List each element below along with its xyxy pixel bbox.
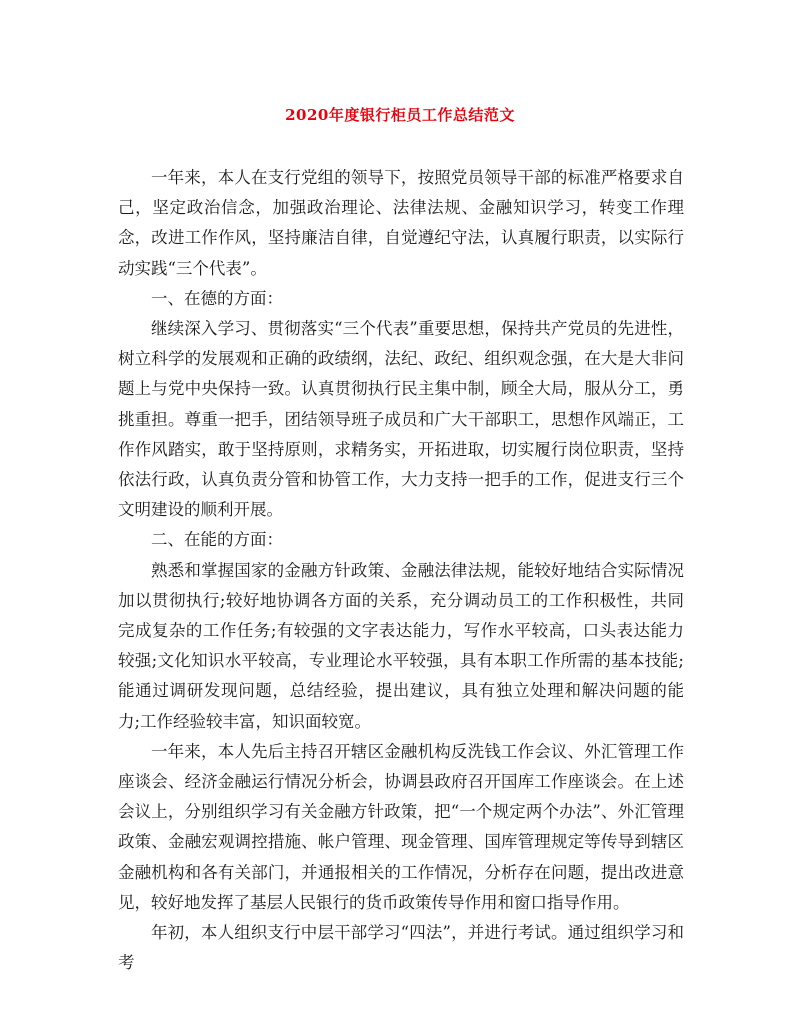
section-heading-ability: 二、在能的方面： [151,530,283,550]
paragraph-training: 年初，本人组织支行中层干部学习“四法”，并进行考试。通过组织学习和考 [118,923,684,973]
section-heading-virtue: 一、在德的方面： [151,288,283,308]
document-title: 2020年度银行柜员工作总结范文 [285,106,515,124]
paragraph-intro: 一年来，本人在支行党组的领导下，按照党员领导干部的标准严格要求自己，坚定政治信念，加强政治理论、法律法规、金融知识学习，转变工作理念，改进工作作风，坚持廉洁自律，自觉遵纪守法，认真履行职责，以实际行动实践“三个代表”。 [118,168,684,278]
document-body [118,163,684,978]
paragraph-virtue: 继续深入学习、贯彻落实“三个代表”重要思想，保持共产党员的先进性，树立科学的发展观和正确的政绩纲，法纪、政纪、组织观念强，在大是大非问题上与党中央保持一致。认真贯彻执行民主集中制，顾全大局，服从分工，勇挑重担。尊重一把手，团结领导班子成员和广大干部职工，思想作风端正，工作作风踏实，敢于坚持原则，求精务实，开拓进取，切实履行岗位职责，坚持依法行政，认真负责分管和协管工作，大力支持一把手的工作，促进支行三个文明建设的顺利开展。 [118,319,684,520]
paragraph-meetings: 一年来，本人先后主持召开辖区金融机构反洗钱工作会议、外汇管理工作座谈会、经济金融运行情况分析会，协调县政府召开国库工作座谈会。在上述会议上，分别组织学习有关金融方针政策，把“一个规定两个办法”、外汇管理政策、金融宏观调控措施、帐户管理、现金管理、国库管理规定等传导到辖区金融机构和各有关部门，并通报相关的工作情况，分析存在问题，提出改进意见，较好地发挥了基层人民银行的货币政策传导作用和窗口指导作用。 [118,741,684,912]
paragraph-ability: 熟悉和掌握国家的金融方针政策、金融法律法规，能较好地结合实际情况加以贯彻执行;较好地协调各方面的关系，充分调动员工的工作积极性，共同完成复杂的工作任务;有较强的文字表达能力，写作水平较高，口头表达能力较强;文化知识水平较高，专业理论水平较强，具有本职工作所需的基本技能;能通过调研发现问题，总结经验，提出建议，具有独立处理和解决问题的能力;工作经验较丰富，知识面较宽。 [118,560,684,731]
